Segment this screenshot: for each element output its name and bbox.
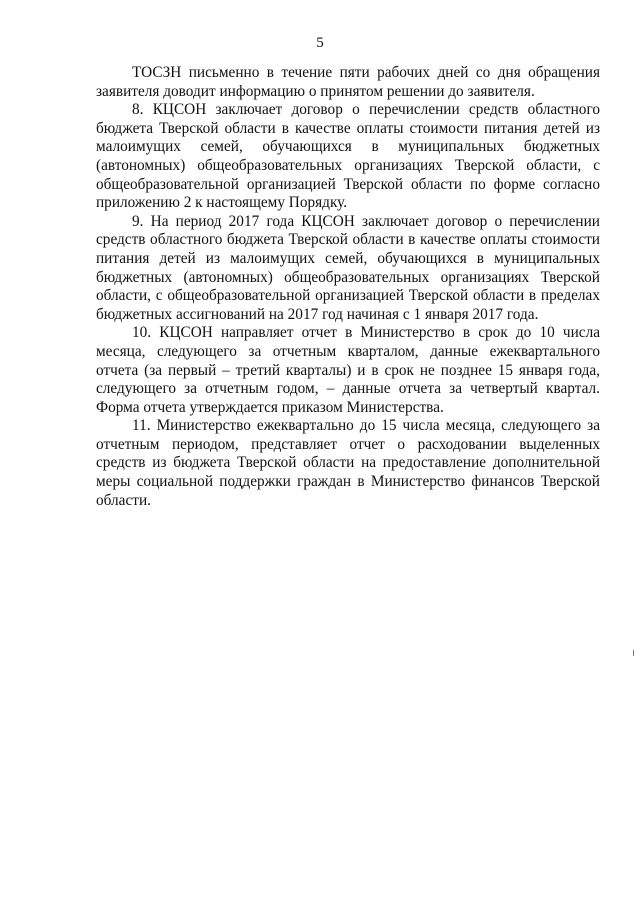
paragraph-item-11: 11. Министерство ежеквартально до 15 числа месяца, следующего за отчетным периодом, представляет отчет о расходовании выделенных средств из бюджета Тверской области на предоставление дополнительной меры социальной поддержки граждан в Министерство финансов Тверской области. (96, 417, 600, 509)
document-body (96, 64, 600, 510)
page-number: 5 (316, 35, 324, 51)
paragraph-tosszn-notification: ТОСЗН письменно в течение пяти рабочих дней со дня обращения заявителя доводит информацию о принятом решении до заявителя. (96, 64, 600, 100)
paragraph-item-8: 8. КЦСОН заключает договор о перечислении средств областного бюджета Тверской области в качестве оплаты стоимости питания детей из малоимущих семей, обучающихся в муниципальных бюджетных (автономных) общеобразовательных организациях Тверской области, с общеобразовательной организацией Тверской области по форме согласно приложению 2 к настоящему Порядку. (96, 101, 600, 212)
paragraph-item-9: 9. На период 2017 года КЦСОН заключает договор о перечислении средств областного бюджета Тверской области в качестве оплаты стоимости питания детей из малоимущих семей, обучающихся в муниципальных бюджетных (автономных) общеобразовательных организациях Тверской области, с общеобразовательной организацией Тверской области в пределах бюджетных ассигнований на 2017 год начиная с 1 января 2017 года. (96, 212, 600, 323)
paragraph-item-10: 10. КЦСОН направляет отчет в Министерство в срок до 10 числа месяца, следующего за отчетным кварталом, данные ежеквартального отчета (за первый – третий кварталы) и в срок не позднее 15 января года, следующего за отчетным годом, – данные отчета за четвертый квартал. Форма отчета утверждается приказом Министерства. (96, 324, 600, 416)
scan-margin-mark (633, 650, 634, 656)
